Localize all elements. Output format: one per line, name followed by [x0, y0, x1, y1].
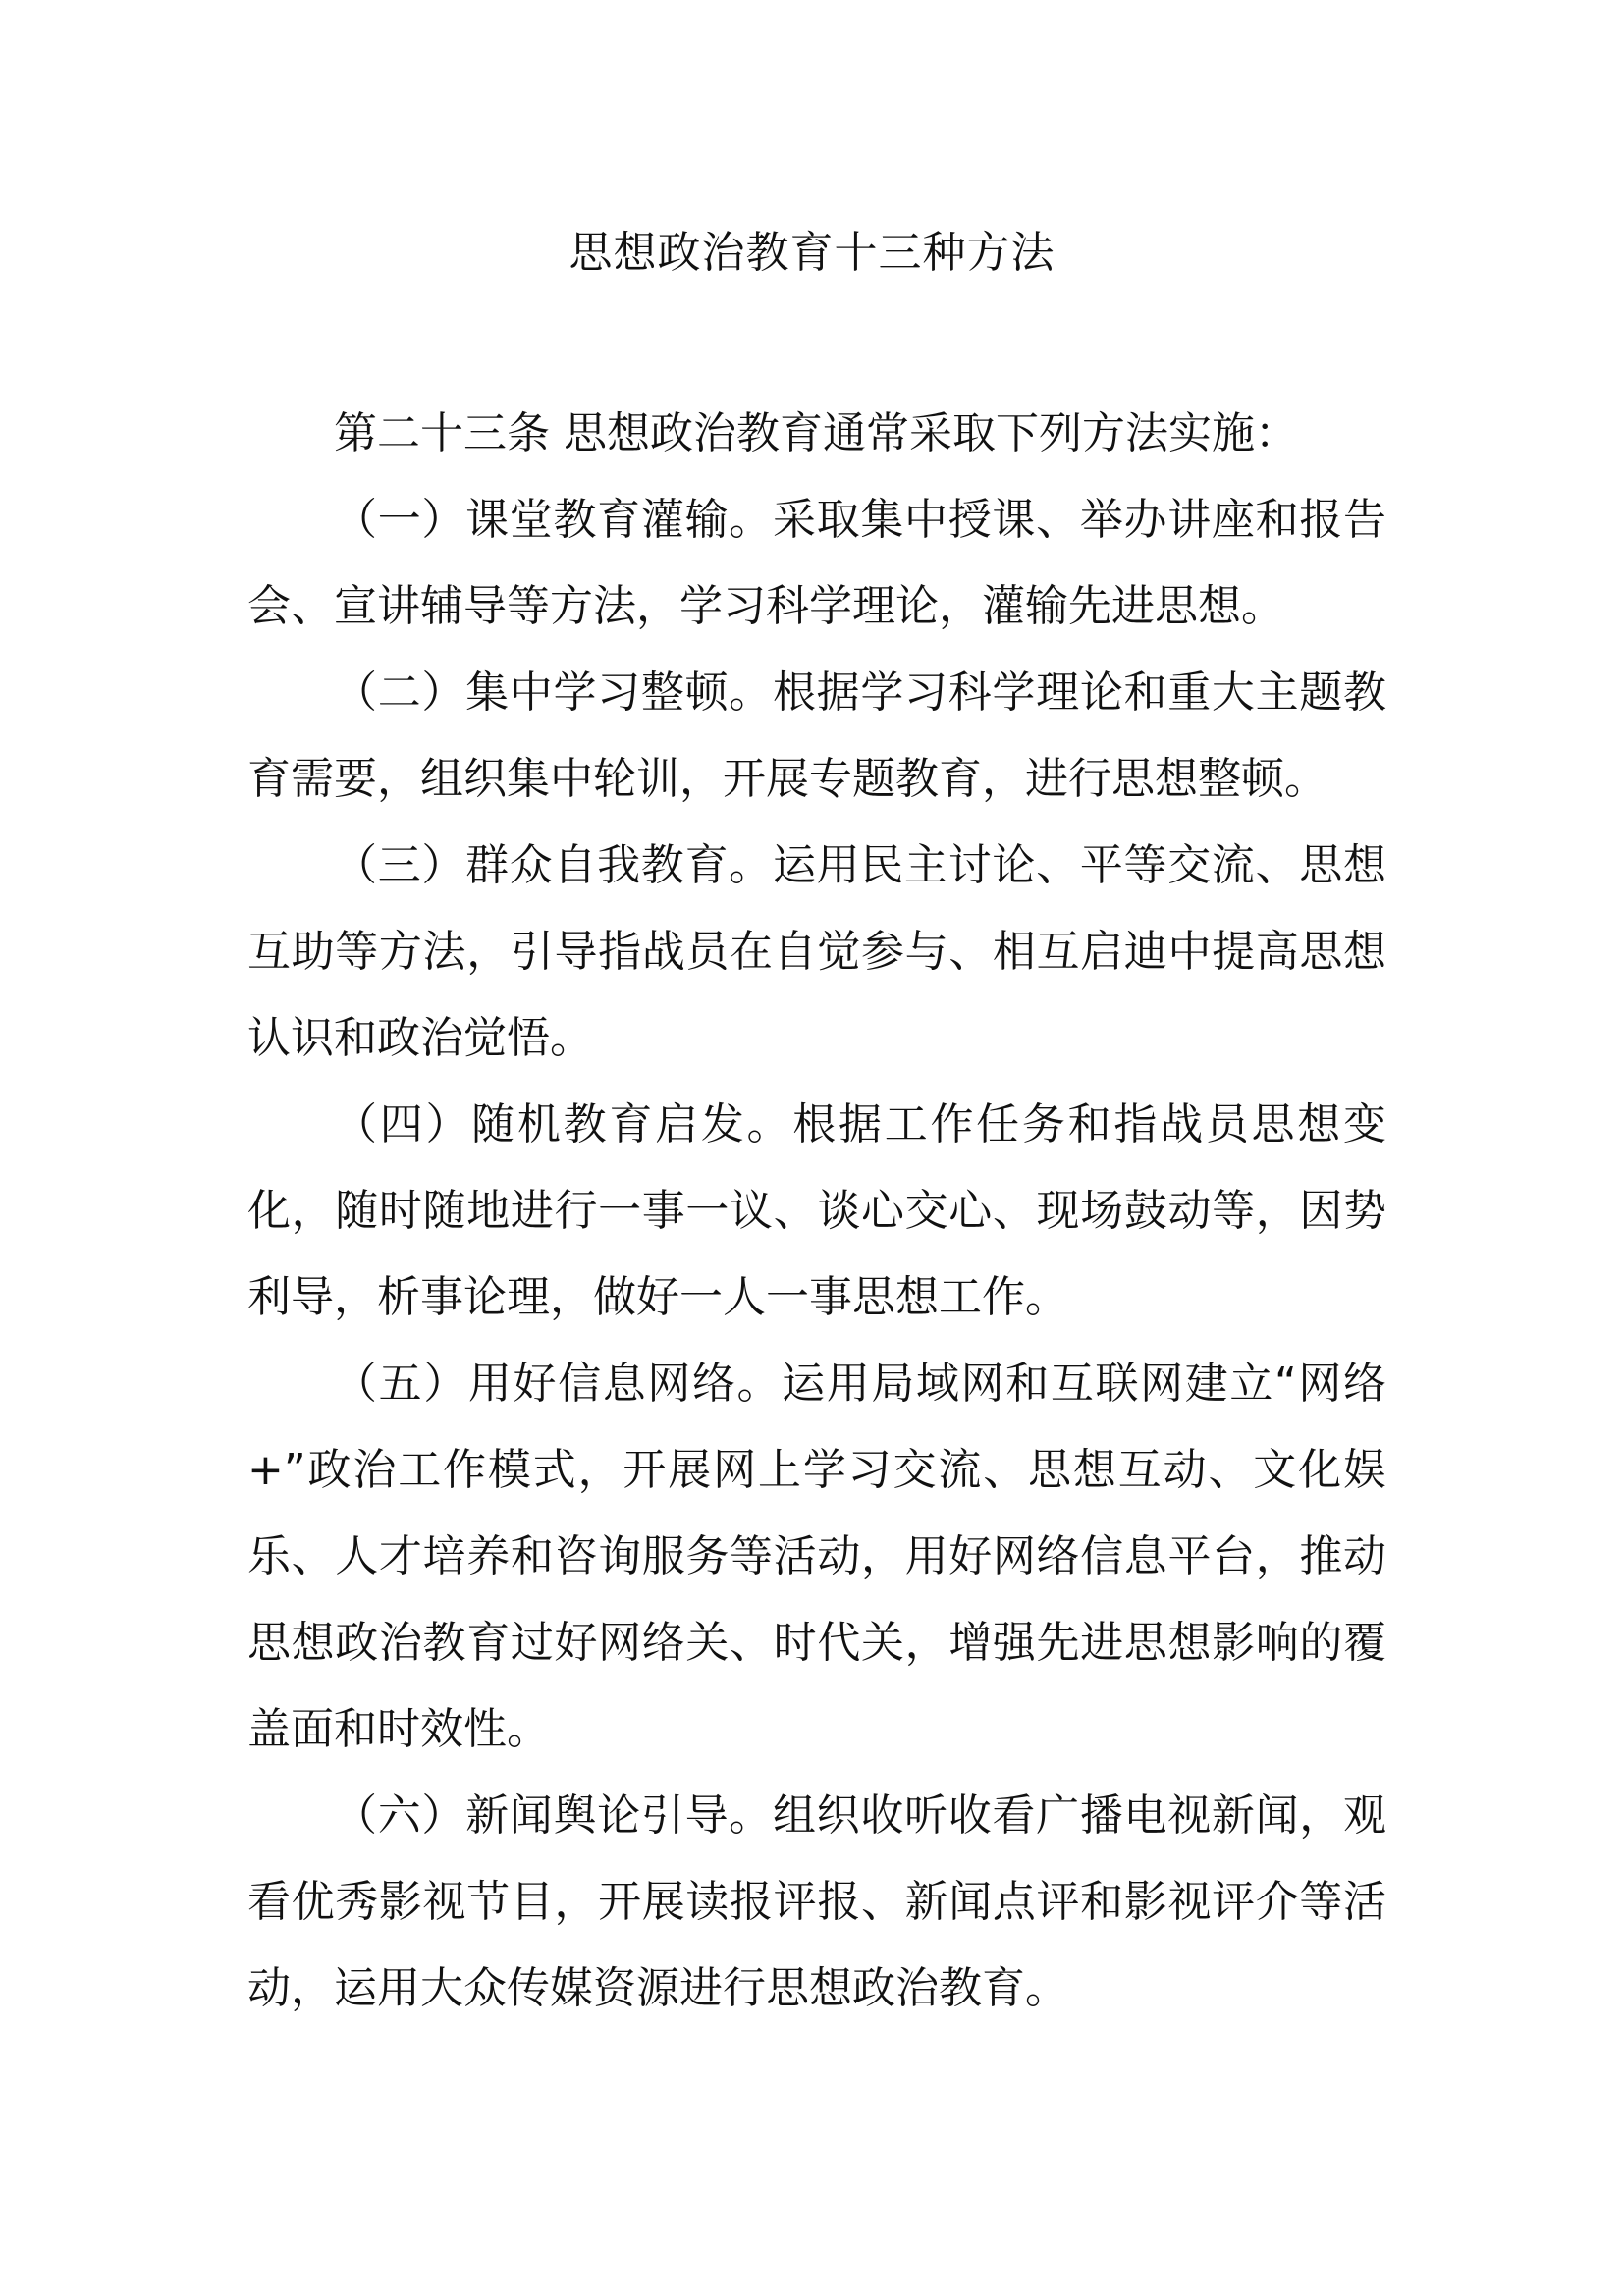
- page-title: 思想政治教育十三种方法: [568, 228, 1056, 278]
- method-4-paragraph: （四）随机教育启发。根据工作任务和指战员思想变化，随时随地进行一事一议、谈心交心、现场鼓动等，因势利导，析事论理，做好一人一事思想工作。: [247, 1099, 1386, 1322]
- method-3-paragraph: （三）群众自我教育。运用民主讨论、平等交流、思想互助等方法，引导指战员在自觉参与、相互启迪中提高思想认识和政治觉悟。: [247, 840, 1386, 1063]
- method-5-paragraph: （五）用好信息网络。运用局域网和互联网建立“网络+”政治工作模式，开展网上学习交流、思想互动、文化娱乐、人才培养和咨询服务等活动，用好网络信息平台，推动思想政治教育过好网络关、时代关，增强先进思想影响的覆盖面和时效性。: [247, 1359, 1386, 1754]
- method-1-paragraph: （一）课堂教育灌输。采取集中授课、举办讲座和报告会、宣讲辅导等方法，学习科学理论，灌输先进思想。: [247, 495, 1386, 631]
- method-6-paragraph: （六）新闻舆论引导。组织收听收看广播电视新闻，观看优秀影视节目，开展读报评报、新闻点评和影视评介等活动，运用大众传媒资源进行思想政治教育。: [247, 1790, 1386, 2013]
- method-2-paragraph: （二）集中学习整顿。根据学习科学理论和重大主题教育需要，组织集中轮训，开展专题教育，进行思想整顿。: [247, 667, 1386, 804]
- document-body: [247, 391, 1386, 2032]
- article-intro-paragraph: 第二十三条 思想政治教育通常采取下列方法实施：: [334, 408, 1298, 458]
